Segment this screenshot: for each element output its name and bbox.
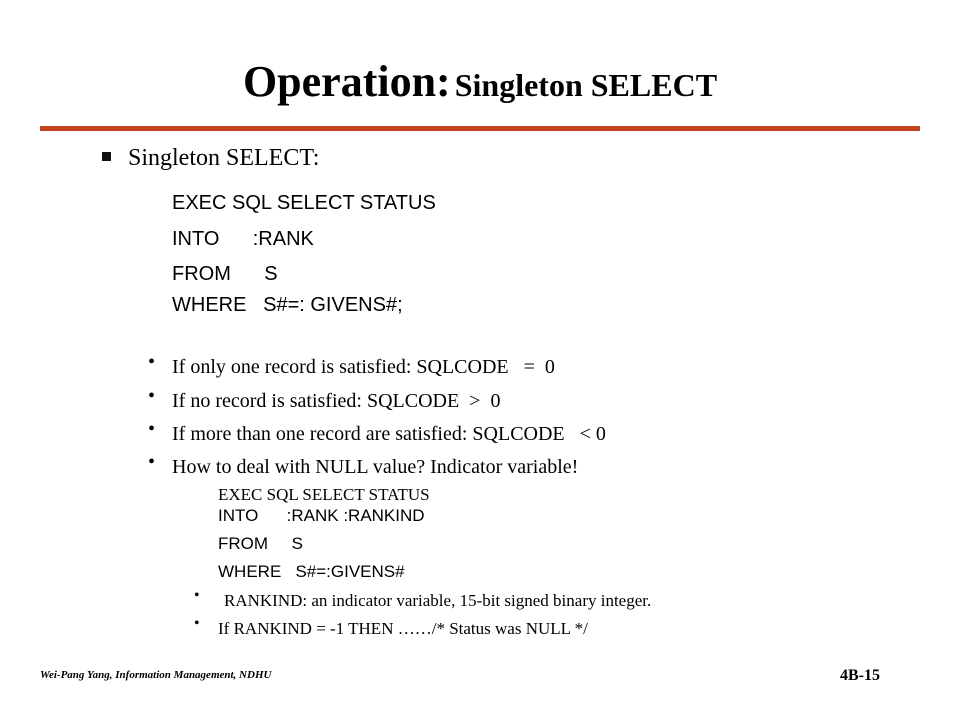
sql-line: FROM S [172,263,278,285]
bullet-item: If more than one record are satisfied: SQLCODE < 0 [172,423,606,445]
sql-line: EXEC SQL SELECT STATUS [172,192,436,214]
bullet-dot-icon: • [194,615,200,632]
sql-line: INTO :RANK [172,228,314,250]
page-number: 4B-15 [840,667,880,684]
bullet-dot-icon: • [148,418,156,440]
sql-line: FROM S [218,534,303,553]
bullet-dot-icon: • [148,385,156,407]
section-heading: Singleton SELECT: [128,145,320,171]
title-divider [40,126,920,131]
bullet-dot-icon: • [148,451,156,473]
slide-title-sub: Singleton SELECT [454,67,718,103]
bullet-item: How to deal with NULL value? Indicator variable! [172,456,579,478]
sql-line: WHERE S#=: GIVENS#; [172,294,403,316]
bullet-dot-icon: • [148,351,156,373]
sub-bullet-item: RANKIND: an indicator variable, 15-bit signed binary integer. [224,591,652,610]
footer-author: Wei-Pang Yang, Information Management, NDHU [40,669,272,681]
bullet-item: If only one record is satisfied: SQLCODE = 0 [172,356,555,378]
slide-title [0,57,960,106]
sql-line: WHERE S#=:GIVENS# [218,562,405,581]
bullet-item: If no record is satisfied: SQLCODE > 0 [172,390,501,412]
sql-line: EXEC SQL SELECT STATUS [218,485,430,504]
square-bullet-icon [102,152,111,161]
sub-bullet-item: If RANKIND = -1 THEN ……/* Status was NULL */ [218,619,588,638]
slide-title-main: Operation: [242,57,451,106]
bullet-dot-icon: • [194,587,200,604]
sql-line: INTO :RANK :RANKIND [218,506,425,525]
